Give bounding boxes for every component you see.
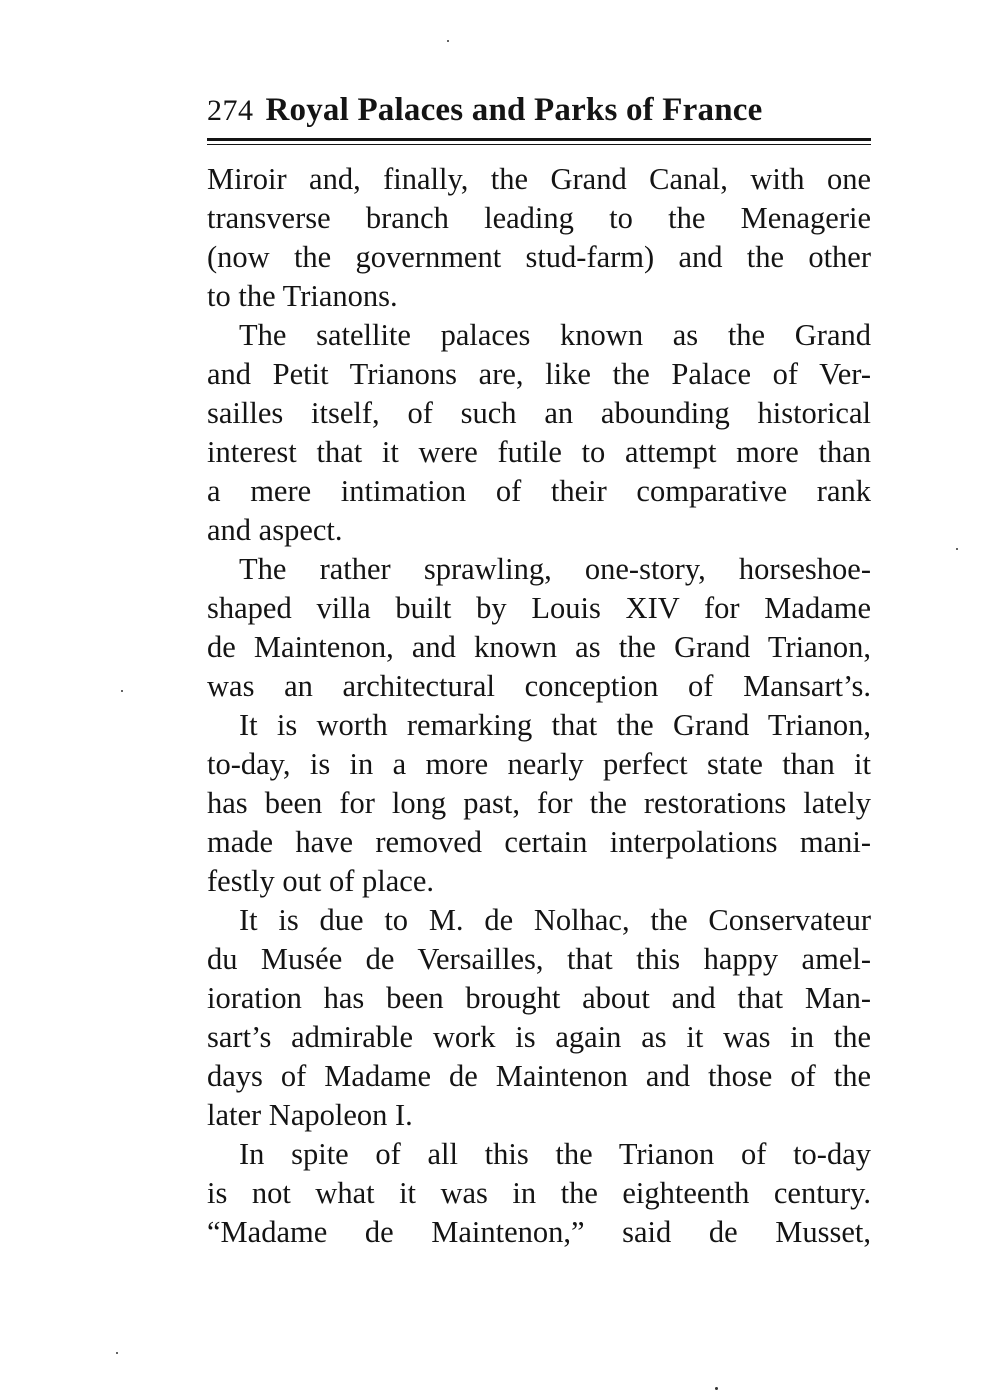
paragraph-4 <box>207 706 871 901</box>
header-rule-thick <box>207 138 871 141</box>
text-line: was an architectural conception of Mansart’s. <box>207 669 871 703</box>
text-line: sailles itself, of such an abounding historical <box>207 396 871 430</box>
text-line: “Madame de Maintenon,” said de Musset, <box>207 1215 871 1249</box>
text-line: It is due to M. de Nolhac, the Conservateur <box>239 903 871 937</box>
scan-speck <box>116 1352 118 1354</box>
text-line: shaped villa built by Louis XIV for Madame <box>207 591 871 625</box>
text-line: days of Madame de Maintenon and those of the <box>207 1059 871 1093</box>
scan-speck <box>715 1387 718 1390</box>
body-text <box>207 160 871 1252</box>
text-line: to-day, is in a more nearly perfect state than it <box>207 747 871 781</box>
text-line: The rather sprawling, one-story, horseshoe- <box>239 552 871 586</box>
text-line: later Napoleon I. <box>207 1098 413 1132</box>
scan-speck <box>121 690 123 692</box>
page-number: 274 <box>207 94 254 127</box>
running-head <box>207 92 871 136</box>
text-line: In spite of all this the Trianon of to-day <box>239 1137 871 1171</box>
text-line: (now the government stud-farm) and the other <box>207 240 871 274</box>
text-line: sart’s admirable work is again as it was in the <box>207 1020 871 1054</box>
text-line: to the Trianons. <box>207 279 398 313</box>
text-line: and Petit Trianons are, like the Palace of Ver- <box>207 357 871 391</box>
text-line: a mere intimation of their comparative rank <box>207 474 871 508</box>
paragraph-6 <box>207 1135 871 1252</box>
paragraph-1 <box>207 160 871 316</box>
text-line: de Maintenon, and known as the Grand Trianon, <box>207 630 871 664</box>
text-line: has been for long past, for the restorations lately <box>207 786 871 820</box>
scan-speck <box>956 548 958 550</box>
text-line: ioration has been brought about and that Man- <box>207 981 871 1015</box>
text-line: It is worth remarking that the Grand Trianon, <box>239 708 871 742</box>
paragraph-5 <box>207 901 871 1135</box>
text-line: du Musée de Versailles, that this happy amel- <box>207 942 871 976</box>
text-line: is not what it was in the eighteenth century. <box>207 1176 871 1210</box>
text-line: Miroir and, finally, the Grand Canal, with one <box>207 162 871 196</box>
paragraph-3 <box>207 550 871 706</box>
text-line: transverse branch leading to the Menagerie <box>207 201 871 235</box>
text-line: and aspect. <box>207 513 343 547</box>
header-rule-thin <box>207 144 871 145</box>
scan-speck <box>447 40 449 42</box>
text-line: festly out of place. <box>207 864 434 898</box>
text-line: made have removed certain interpolations mani- <box>207 825 871 859</box>
book-title: Royal Palaces and Parks of France <box>265 92 763 128</box>
paragraph-2 <box>207 316 871 550</box>
text-line: The satellite palaces known as the Grand <box>239 318 871 352</box>
text-line: interest that it were futile to attempt more than <box>207 435 871 469</box>
